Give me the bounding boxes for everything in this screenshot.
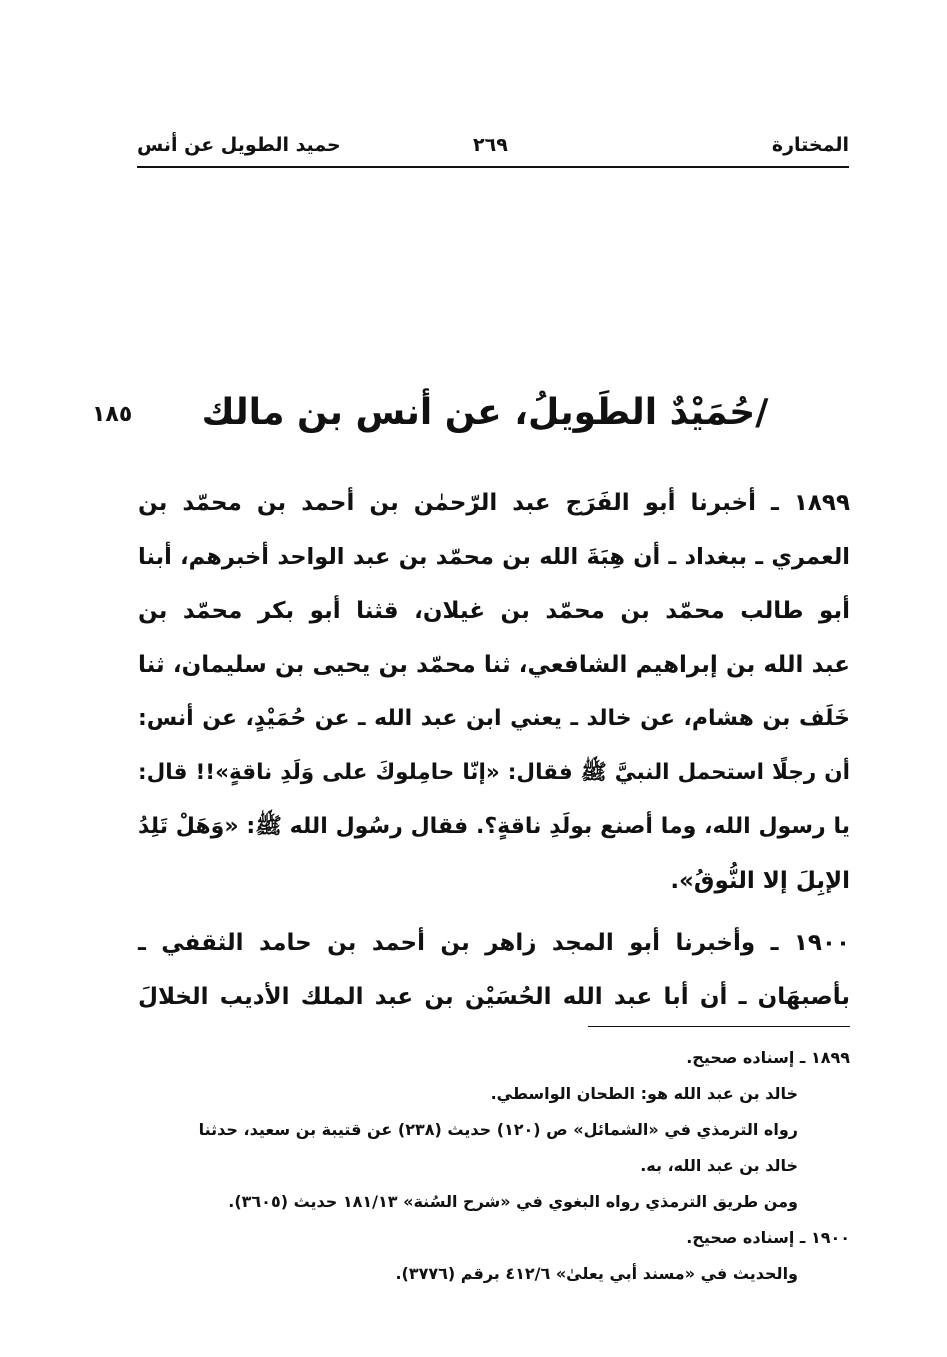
text-line: خَلَف بن هشام، عن خالد ـ يعني ابن عبد الله ـ عن حُمَيْدٍ، عن أنس: <box>138 706 850 731</box>
footnote-line: والحديث في «مسند أبي يعلىٰ» ٤١٢/٦ برقم (٣٧٧٦). <box>395 1264 798 1283</box>
footnote-line: رواه الترمذي في «الشمائل» ص (١٢٠) حديث (٢٣٨) عن قتيبة بن سعيد، حدثنا <box>198 1120 798 1139</box>
text-line: عبد الله بن إبراهيم الشافعي، ثنا محمّد بن يحيى بن سليمان، ثنا <box>138 652 850 678</box>
footnote-line: خالد بن عبد الله، به. <box>640 1156 798 1175</box>
header-book-title: المختارة <box>771 134 849 156</box>
text-line: يا رسول الله، وما أصنع بولَدِ ناقةٍ؟. فقال رسُول الله ﷺ: «وَهَلْ تَلِدُ <box>138 814 850 839</box>
main-text-body <box>138 476 850 1024</box>
hadith-1899 <box>138 476 850 908</box>
footnote-line: ١٨٩٩ ـ إسناده صحيح. <box>686 1048 850 1067</box>
text-line: العمري ـ ببغداد ـ أن هِبَةَ الله بن محمّد بن عبد الواحد أخبرهم، أبنا <box>138 544 850 570</box>
chapter-heading: /حُمَيْدٌ الطَويلُ، عن أنس بن مالك <box>201 392 769 433</box>
text-line: أبو طالب محمّد بن محمّد بن غيلان، قثنا أبو بكر محمّد بن <box>138 598 850 624</box>
footnote-line: خالد بن عبد الله هو: الطحان الواسطي. <box>490 1084 798 1103</box>
footnote-line: ومن طريق الترمذي رواه البغوي في «شرح السُنة» ١٨١/١٣ حديث (٣٦٠٥). <box>228 1192 798 1211</box>
text-line: ١٩٠٠ ـ وأخبرنا أبو المجد زاهر بن أحمد بن حامد الثقفي ـ <box>138 930 850 956</box>
running-header <box>137 132 849 168</box>
text-line: الإبِلَ إلا النُّوقُ». <box>670 868 850 894</box>
footnote-separator <box>588 1026 850 1027</box>
footnotes <box>138 1040 850 1292</box>
text-line: أن رجلًا استحمل النبيَّ ﷺ فقال: «إنّا حامِلوكَ على وَلَدِ ناقةٍ»!! قال: <box>138 760 850 785</box>
margin-reference-number: ١٨٥ <box>92 402 133 427</box>
footnote-line: ١٩٠٠ ـ إسناده صحيح. <box>686 1228 850 1247</box>
hadith-1900 <box>138 916 850 1024</box>
header-page-number: ٢٦٩ <box>473 134 508 156</box>
text-line: بأصبهَان ـ أن أبا عبد الله الحُسَيْن بن عبد الملك الأديب الخلالَ <box>138 984 850 1010</box>
header-chapter-title: حميد الطويل عن أنس <box>137 134 341 156</box>
text-line: ١٨٩٩ ـ أخبرنا أبو الفَرَج عبد الرّحمٰن بن أحمد بن محمّد بن <box>138 490 850 516</box>
